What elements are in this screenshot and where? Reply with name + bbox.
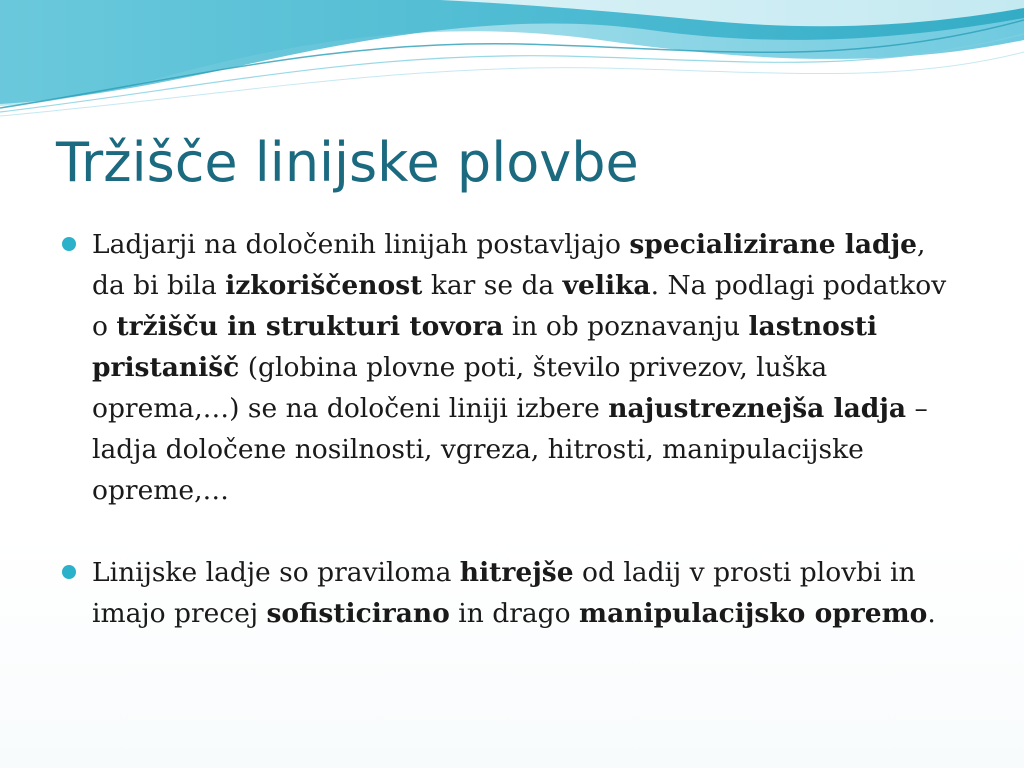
text-segment: . — [927, 598, 936, 629]
text-segment: Ladjarji na določenih linijah postavljajo — [92, 229, 630, 260]
text-segment: (globina plovne poti, število privezov, luška oprema,…) se na določeni liniji izbere — [92, 352, 828, 424]
text-segment: in ob poznavanju — [503, 311, 749, 342]
bold-segment: najustreznejša ladja — [608, 393, 907, 424]
bold-segment: tržišču in strukturi tovora — [116, 311, 504, 342]
bold-segment: lastnosti pristanišč — [92, 311, 878, 383]
bold-segment: velika — [562, 270, 651, 301]
text-segment: od ladij v prosti plovbi in imajo precej — [92, 557, 916, 629]
bullet-dot-icon — [62, 565, 76, 579]
text-segment: in drago — [449, 598, 580, 629]
text-segment: – ladja določene nosilnosti, vgreza, hitrosti, manipulacijske opreme,… — [92, 393, 928, 506]
text-segment: . Na podlagi podatkov o — [92, 270, 947, 342]
bold-segment: hitrejše — [459, 557, 574, 588]
bullet-list — [62, 224, 962, 634]
slide-title: Tržišče linijske plovbe — [56, 131, 639, 194]
text-segment: , da bi bila — [92, 229, 926, 301]
bullet-text-2 — [92, 557, 936, 629]
bullet-item-1 — [62, 224, 962, 511]
bullet-dot-icon — [62, 237, 76, 251]
bold-segment: manipulacijsko opremo — [579, 598, 928, 629]
bullet-text-1 — [92, 229, 946, 506]
text-segment: kar se da — [422, 270, 563, 301]
bold-segment: specializirane ladje — [629, 229, 918, 260]
bullet-item-2 — [62, 552, 962, 634]
bold-segment: sofisticirano — [266, 598, 450, 629]
bold-segment: izkoriščenost — [225, 270, 423, 301]
wave-header-decoration — [0, 0, 1024, 120]
text-segment: Linijske ladje so praviloma — [92, 557, 460, 588]
